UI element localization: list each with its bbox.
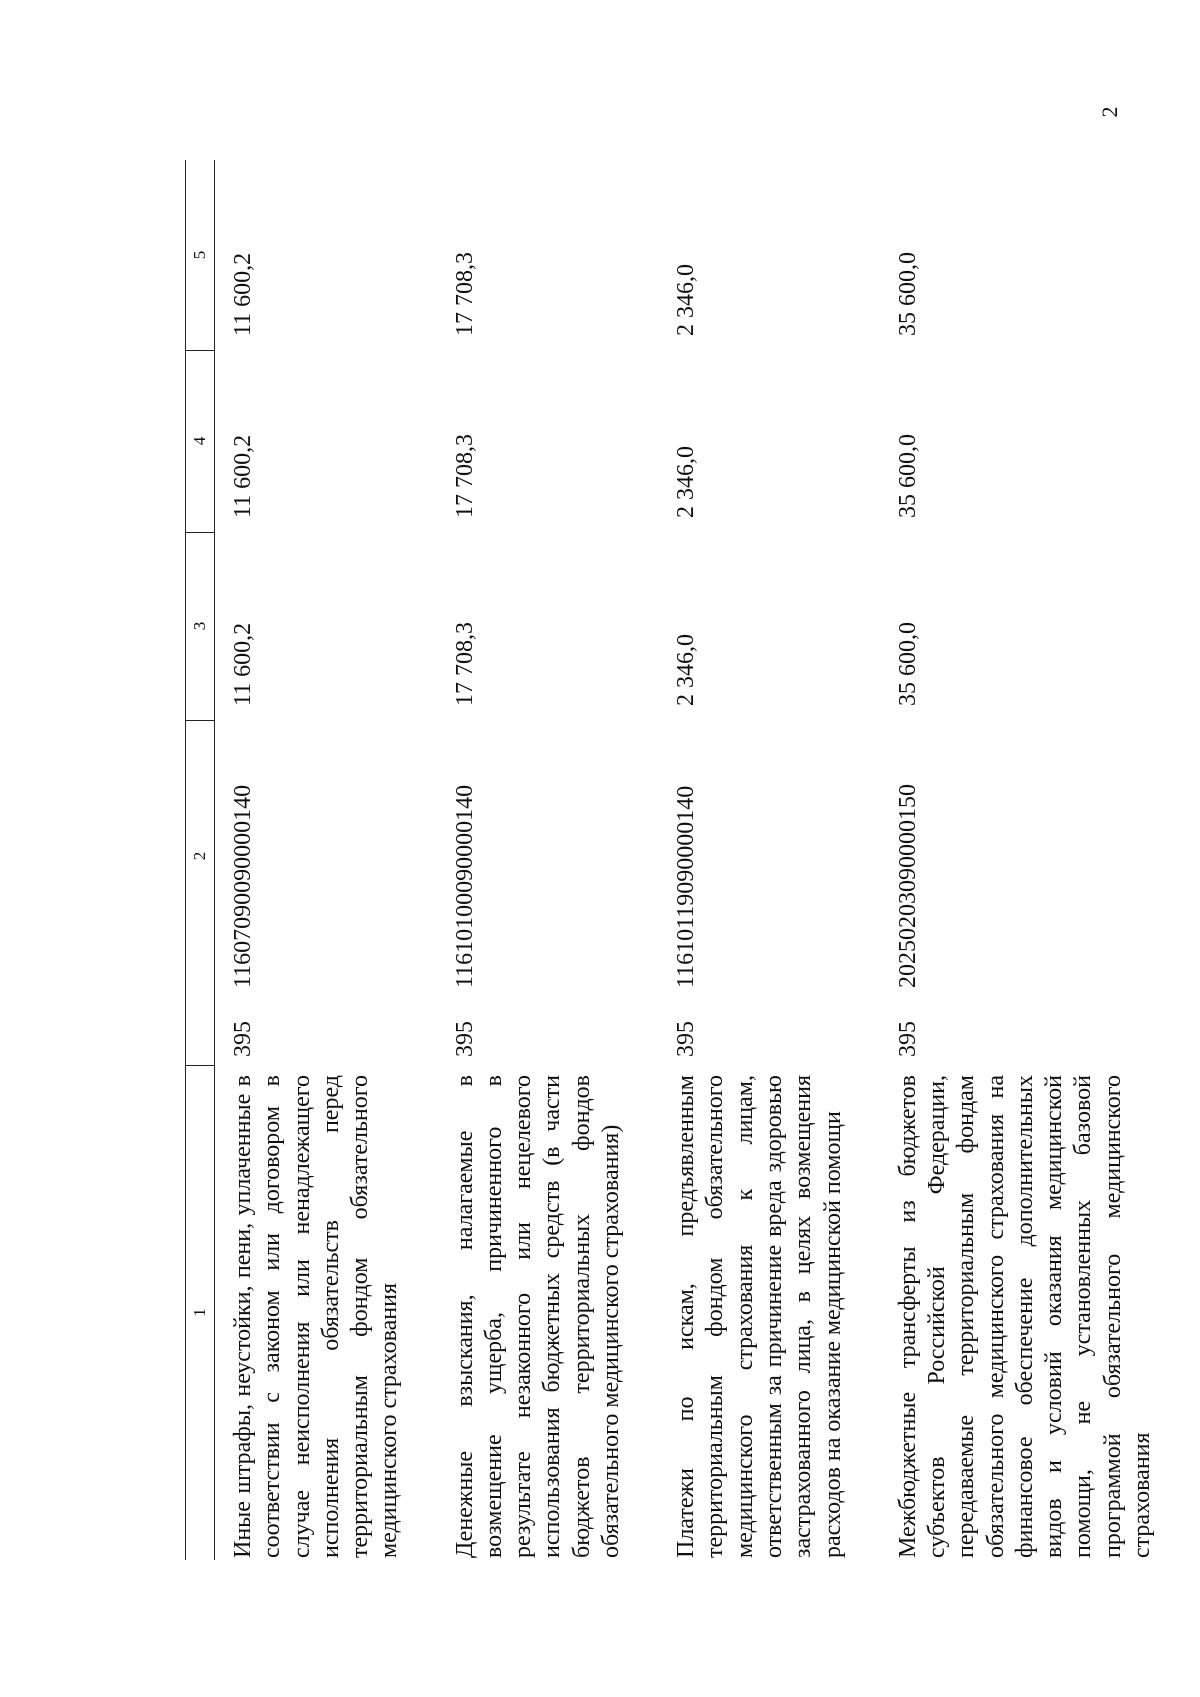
header-col-3: 3 xyxy=(186,532,215,720)
table-row xyxy=(880,160,1189,1560)
row-value-col3: 17 708,3 xyxy=(451,622,478,706)
row-description: Иные штрафы, неустойки, пени, уплаченные в соответствии с законом или договором в случае неисполнения или ненадлежащего исполнения обязательств перед территориальным фондом обязательного медицинского страхования xyxy=(230,1075,403,1558)
row-value-col4: 17 708,3 xyxy=(451,434,478,518)
row-budget-code: 20250203090000150 xyxy=(894,784,921,988)
row-description: Денежные взыскания, налагаемые в возмещение ущерба, причиненного в результате незаконного или нецелевого использования бюджетных средств (в части бюджетов территориальных фондов обязательного медицинского страхования) xyxy=(451,1075,624,1558)
row-budget-code: 11607090090000140 xyxy=(230,784,256,988)
row-value-col4: 11 600,2 xyxy=(230,434,256,518)
header-col-2: 2 xyxy=(186,720,215,992)
row-admin-code: 395 xyxy=(894,1021,921,1057)
row-admin-code: 395 xyxy=(230,1021,256,1057)
row-value-col4: 2 346,0 xyxy=(673,446,700,518)
row-admin-code: 395 xyxy=(451,1021,478,1057)
row-value-col5: 17 708,3 xyxy=(451,252,478,336)
row-value-col5: 11 600,2 xyxy=(230,252,256,336)
table-header-row xyxy=(186,160,215,1560)
row-value-col3: 11 600,2 xyxy=(230,622,256,706)
table-row xyxy=(437,160,659,1560)
row-value-col3: 2 346,0 xyxy=(673,634,700,706)
row-budget-code: 11610100090000140 xyxy=(451,784,478,988)
table-row xyxy=(658,160,880,1560)
page-number: 2 xyxy=(1097,106,1122,118)
header-col-admin xyxy=(186,992,215,1065)
header-col-4: 4 xyxy=(186,350,215,532)
header-col-5: 5 xyxy=(186,160,215,350)
row-value-col4: 35 600,0 xyxy=(894,434,921,518)
row-description: Межбюджетные трансферты из бюджетов субъектов Российской Федерации, передаваемые территориальным фондам обязательного медицинского страхования на финансовое обеспечение дополнительных видов и условий оказания медицинской помощи, не установленных базовой программой обязательного медицинского страхования xyxy=(894,1075,1155,1558)
table-row xyxy=(215,160,437,1560)
row-value-col5: 35 600,0 xyxy=(894,252,921,336)
revenue-table xyxy=(185,160,1189,1560)
header-col-1: 1 xyxy=(186,1065,215,1560)
row-budget-code: 11610119090000140 xyxy=(673,785,700,988)
row-description: Платежи по искам, предъявленным территориальным фондом обязательного медицинского страхования к лицам, ответственным за причинение вреда здоровью застрахованного лица, в целях возмещения расходов на оказание медицинской помощи xyxy=(673,1075,846,1558)
row-admin-code: 395 xyxy=(673,1021,700,1057)
row-value-col5: 2 346,0 xyxy=(673,264,700,336)
row-value-col3: 35 600,0 xyxy=(894,622,921,706)
rotated-page-content xyxy=(185,160,1165,1560)
